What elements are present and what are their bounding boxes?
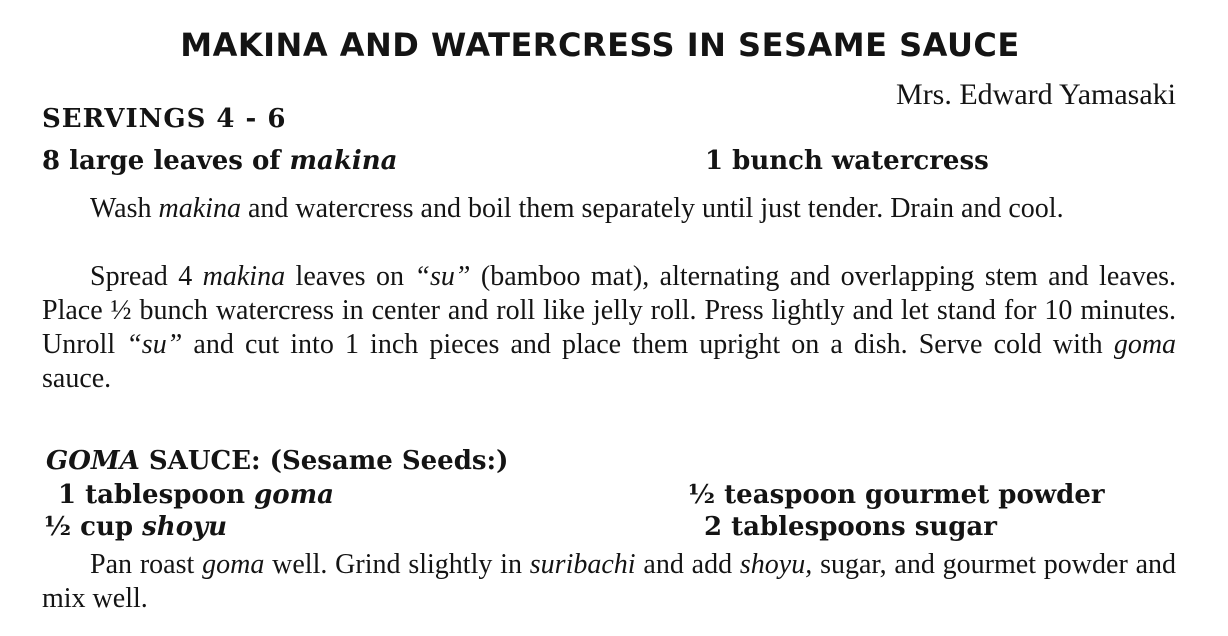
servings-label: SERVINGS 4 - 6 — [42, 104, 287, 134]
text-run: Pan roast — [90, 549, 195, 580]
text-run: goma — [202, 549, 265, 580]
text-run: suribachi — [529, 549, 636, 580]
text-run: shoyu, — [739, 549, 813, 580]
text-run: “su” — [414, 261, 471, 292]
ingredient-text: ½ cup — [44, 512, 134, 542]
recipe-author: Mrs. Edward Yamasaki — [896, 78, 1176, 111]
sauce-heading-rest: SAUCE: (Sesame Seeds:) — [148, 446, 509, 476]
text-run: makina — [158, 193, 241, 224]
text-run: well. Grind slightly in — [272, 549, 522, 580]
ingredient-item: makina — [289, 146, 398, 176]
text-run: makina — [202, 261, 286, 292]
ingredient-makina — [42, 146, 398, 176]
text-run: and add — [643, 549, 733, 580]
instruction-paragraph-1 — [42, 192, 1176, 226]
ingredient-item: goma — [254, 480, 334, 510]
recipe-title: MAKINA AND WATERCRESS IN SESAME SAUCE — [180, 26, 1020, 64]
text-run: sugar, and gourmet powder and mix well. — [42, 549, 1177, 614]
ingredient-goma — [58, 480, 334, 510]
text-run: sauce. — [42, 363, 112, 394]
text-run: goma — [1113, 329, 1177, 360]
ingredient-watercress: 1 bunch watercress — [705, 146, 989, 176]
ingredient-shoyu — [44, 512, 227, 542]
ingredient-item: shoyu — [142, 512, 228, 542]
ingredient-text: 8 large leaves of — [42, 146, 281, 176]
text-run: (bamboo mat), alternating and overlapping stem and leaves. Place ½ bunch watercress in center and roll like jelly roll. Press lightly and let stand for 10 minutes. Unroll — [42, 261, 1177, 360]
text-run: Wash — [90, 193, 152, 224]
ingredient-gourmet-powder: ½ teaspoon gourmet powder — [688, 480, 1105, 510]
text-run: leaves on — [295, 261, 404, 292]
instruction-paragraph-2 — [42, 260, 1176, 396]
text-run: “su” — [126, 329, 183, 360]
text-run: Spread 4 — [90, 261, 193, 292]
ingredient-sugar: 2 tablespoons sugar — [704, 512, 997, 542]
sauce-instructions — [42, 548, 1176, 616]
sauce-heading-italic: GOMA — [46, 446, 140, 476]
text-run: and watercress and boil them separately until just tender. Drain and cool. — [247, 193, 1064, 224]
sauce-heading — [46, 446, 508, 476]
ingredient-text: 1 tablespoon — [58, 480, 246, 510]
text-run: and cut into 1 inch pieces and place them upright on a dish. Serve cold with — [193, 329, 1103, 360]
